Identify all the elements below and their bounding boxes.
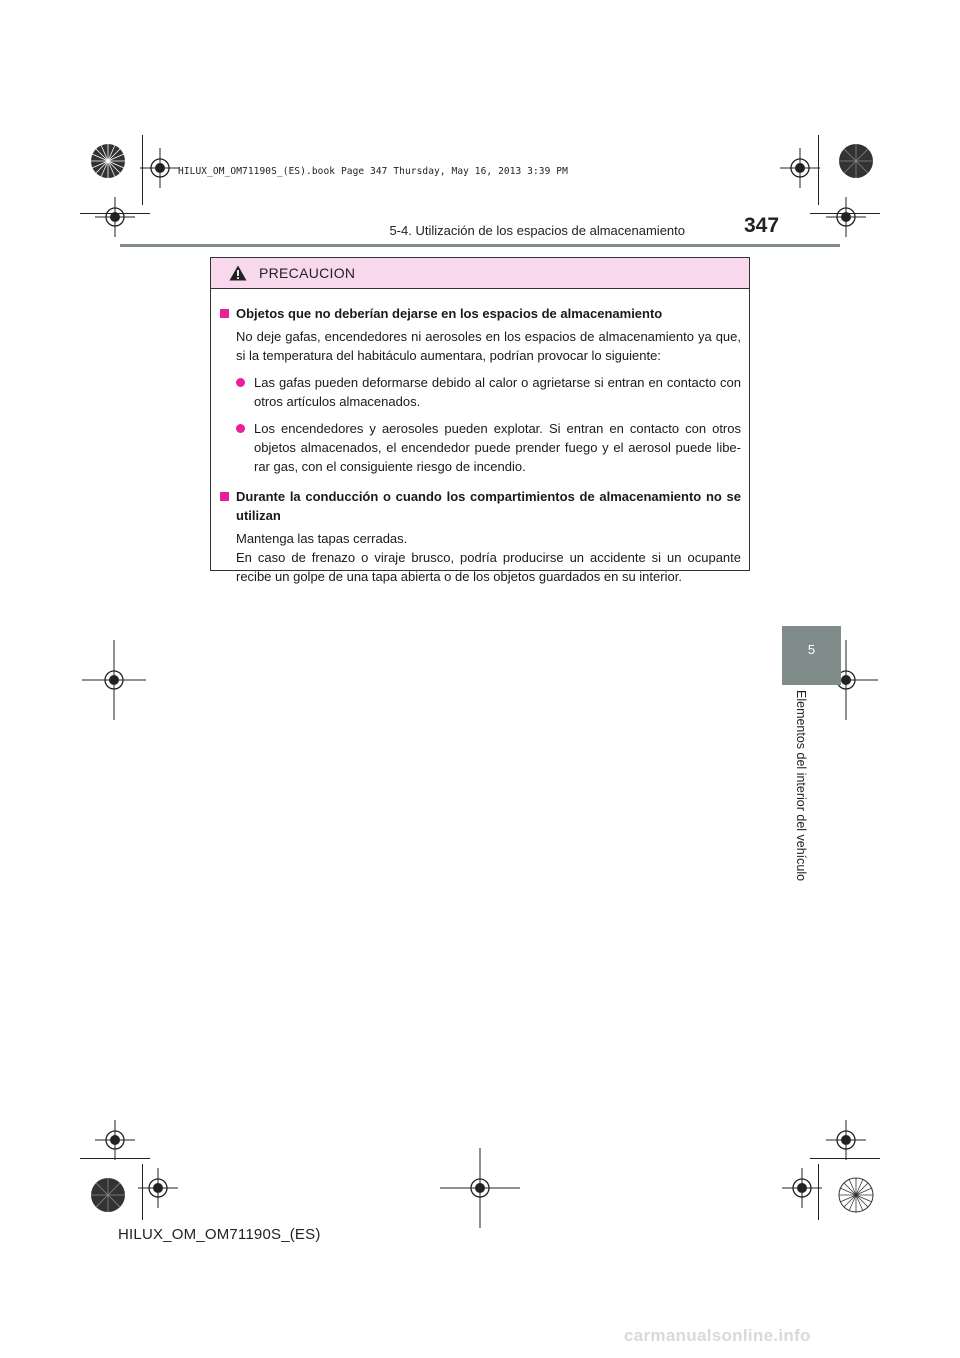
- chapter-tab: 5: [782, 626, 841, 685]
- registration-crosshair-icon: [780, 148, 820, 188]
- list-item: [236, 419, 741, 476]
- registration-crosshair-icon: [140, 148, 180, 188]
- topic-heading-text: Durante la conducción o cuando los compartimientos de almacenamiento no se utilizan: [236, 489, 741, 523]
- list-item: [236, 373, 741, 411]
- registration-crosshair-icon: [95, 1120, 135, 1160]
- caution-header: [211, 258, 749, 289]
- dot-bullet-icon: [236, 378, 245, 387]
- caution-box: [210, 257, 750, 584]
- book-info: HILUX_OM_OM71190S_(ES).book Page 347 Thursday, May 16, 2013 3:39 PM: [178, 166, 568, 177]
- header-rule: [120, 244, 840, 247]
- paragraph: Mantenga las tapas cerradas.: [236, 531, 408, 546]
- caution-body: [211, 289, 749, 586]
- list-item-text: Las gafas pueden deformarse debido al calor o agrietarse si entran en contacto con otros artículos almacenados.: [254, 375, 741, 409]
- star-target-icon: [89, 142, 127, 180]
- star-target-icon: [89, 1176, 127, 1214]
- star-target-icon: [837, 1176, 875, 1214]
- caution-title: PRECAUCION: [259, 265, 356, 281]
- chapter-label: Elementos del interior del vehículo: [794, 690, 808, 882]
- registration-crosshair-icon: [138, 1168, 178, 1208]
- registration-crosshair-icon: [826, 1120, 866, 1160]
- paragraph: No deje gafas, encendedores ni aerosoles en los espacios de almacenamiento ya que, si la temperatura del habitáculo aumentara, podrían provocar lo siguiente:: [236, 329, 741, 363]
- list-item-text: Los encendedores y aerosoles pueden explotar. Si entran en contacto con otros objetos almacenados, el encendedor puede prender fuego y el aerosol puede libe-rar gas, con el consiguiente riesgo de incendio.: [254, 421, 741, 474]
- watermark: carmanualsonline.info: [624, 1326, 811, 1345]
- page-number: 347: [744, 214, 780, 237]
- square-bullet-icon: [220, 309, 229, 318]
- warning-triangle-icon: [229, 265, 247, 281]
- registration-crosshair-icon: [782, 1168, 822, 1208]
- registration-crosshair-icon: [82, 640, 146, 720]
- topic-heading: [219, 487, 741, 525]
- star-target-icon: [837, 142, 875, 180]
- topic-heading: [219, 304, 741, 323]
- square-bullet-icon: [220, 492, 229, 501]
- registration-crosshair-icon: [826, 197, 866, 237]
- topic-heading-text: Objetos que no deberían dejarse en los espacios de almacenamiento: [236, 306, 663, 321]
- section-title: 5-4. Utilización de los espacios de almacenamiento: [389, 223, 685, 238]
- registration-crosshair-icon: [440, 1148, 520, 1228]
- registration-crosshair-icon: [95, 197, 135, 237]
- footer-code: HILUX_OM_OM71190S_(ES): [118, 1226, 321, 1243]
- dot-bullet-icon: [236, 424, 245, 433]
- paragraph: En caso de frenazo o viraje brusco, podría producirse un accidente si un ocupante recibe un golpe de una tapa abierta o de los objetos guardados en su interior.: [236, 550, 741, 584]
